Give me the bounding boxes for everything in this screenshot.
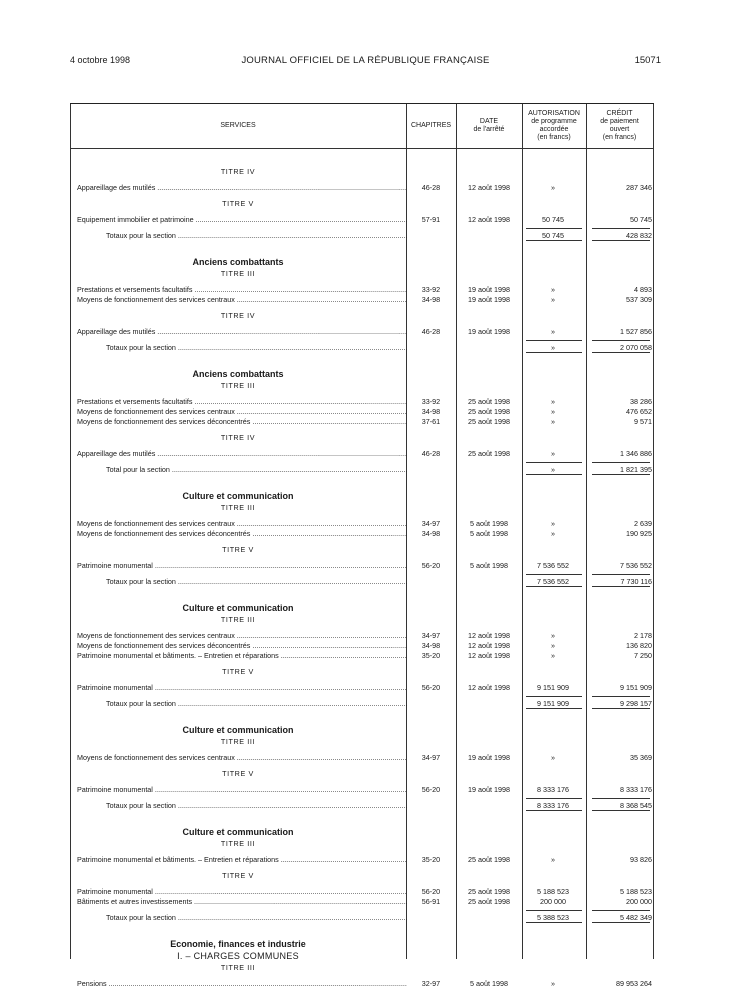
total-label: Total pour la section ..... (106, 464, 407, 475)
page-number: 15071 (634, 55, 661, 66)
column-header-autorisation: AUTORISATION de programme accordée (en francs) (528, 110, 580, 141)
row-chapitre: 56-20 (421, 683, 441, 692)
row-autorisation: » (551, 631, 555, 640)
row-autorisation: 50 745 (542, 215, 564, 224)
row-autorisation: » (551, 979, 555, 988)
row-date: 12 août 1998 (468, 631, 510, 640)
row-label: Equipement immobilier et patrimoine ..... (77, 214, 407, 225)
section-heading: Culture et communication (182, 827, 294, 837)
total-rule (526, 228, 582, 229)
table-row (70, 896, 654, 907)
total-label: Totaux pour la section ..... (106, 800, 407, 811)
row-chapitre: 34-98 (421, 295, 441, 304)
row-credit: 1 527 856 (620, 327, 652, 336)
total-rule (526, 922, 582, 923)
row-date: 5 août 1998 (470, 519, 508, 528)
row-credit: 7 536 552 (620, 561, 652, 570)
row-label: Bâtiments et autres investissements ..... (77, 896, 407, 907)
total-rule (592, 228, 650, 229)
row-autorisation: » (551, 855, 555, 864)
row-label: Prestations et versements facultatifs ..... (77, 396, 407, 407)
row-date: 12 août 1998 (468, 651, 510, 660)
total-rule (526, 462, 582, 463)
row-chapitre: 35-20 (421, 651, 441, 660)
header-date: 4 octobre 1998 (70, 55, 131, 65)
row-date: 5 août 1998 (470, 529, 508, 538)
total-rule (526, 708, 582, 709)
row-label: Moyens de fonctionnement des services centraux ..... (77, 294, 407, 305)
table-row (70, 448, 654, 459)
row-credit: 38 286 (630, 397, 652, 406)
row-chapitre: 34-98 (421, 529, 441, 538)
row-credit: 7 250 (634, 651, 652, 660)
row-autorisation: » (551, 449, 555, 458)
row-autorisation: » (551, 753, 555, 762)
titre-heading: TITRE IV (220, 433, 256, 442)
row-autorisation: » (551, 407, 555, 416)
row-chapitre: 56-91 (421, 897, 441, 906)
total-label: Totaux pour la section ..... (106, 912, 407, 923)
row-label: Moyens de fonctionnement des services déconcentrés ..... (77, 416, 407, 427)
row-autorisation: » (551, 417, 555, 426)
row-date: 25 août 1998 (468, 397, 510, 406)
total-credit: 1 821 395 (620, 465, 652, 474)
budget-table (70, 103, 654, 988)
row-autorisation: » (551, 295, 555, 304)
row-date: 19 août 1998 (468, 327, 510, 336)
section-heading: Culture et communication (182, 491, 294, 501)
row-autorisation: » (551, 529, 555, 538)
column-header-chapitres: CHAPITRES (410, 122, 452, 129)
row-credit: 93 826 (630, 855, 652, 864)
row-credit: 8 333 176 (620, 785, 652, 794)
total-rule (592, 922, 650, 923)
total-autorisation: » (551, 343, 555, 352)
total-autorisation: 5 388 523 (537, 913, 569, 922)
row-chapitre: 56-20 (421, 785, 441, 794)
titre-heading: TITRE III (220, 615, 256, 624)
journal-title: JOURNAL OFFICIEL DE LA RÉPUBLIQUE FRANÇAISE (241, 55, 490, 66)
row-chapitre: 33-92 (421, 285, 441, 294)
total-rule (526, 352, 582, 353)
row-label: Moyens de fonctionnement des services déconcentrés ..... (77, 528, 407, 539)
row-credit: 89 953 264 (616, 979, 652, 988)
row-date: 5 août 1998 (470, 979, 508, 988)
total-label: Totaux pour la section ..... (106, 698, 407, 709)
titre-heading: TITRE V (222, 769, 254, 778)
table-row (70, 560, 654, 571)
row-chapitre: 34-98 (421, 641, 441, 650)
titre-heading: TITRE IV (220, 311, 256, 320)
total-rule (526, 574, 582, 575)
row-chapitre: 46-28 (421, 449, 441, 458)
total-rule (592, 696, 650, 697)
titre-heading: TITRE V (222, 667, 254, 676)
table-row (70, 752, 654, 763)
total-label: Totaux pour la section ..... (106, 576, 407, 587)
row-autorisation: » (551, 327, 555, 336)
row-label: Patrimoine monumental et bâtiments. – Entretien et réparations ..... (77, 854, 407, 865)
row-date: 25 août 1998 (468, 855, 510, 864)
row-date: 12 août 1998 (468, 683, 510, 692)
row-credit: 2 639 (634, 519, 652, 528)
total-credit: 9 298 157 (620, 699, 652, 708)
row-label: Appareillage des mutilés ..... (77, 448, 407, 459)
row-chapitre: 35-20 (421, 855, 441, 864)
row-autorisation: 7 536 552 (537, 561, 569, 570)
row-credit: 476 652 (626, 407, 652, 416)
total-label: Totaux pour la section ..... (106, 342, 407, 353)
total-autorisation: » (551, 465, 555, 474)
total-rule (592, 352, 650, 353)
row-autorisation: » (551, 519, 555, 528)
section-heading: Anciens combattants (192, 369, 284, 379)
column-header-date: DATE de l'arrêté (473, 118, 505, 133)
total-credit: 2 070 058 (620, 343, 652, 352)
subsection-heading: I. – CHARGES COMMUNES (177, 951, 299, 961)
titre-heading: TITRE V (222, 545, 254, 554)
row-credit: 2 178 (634, 631, 652, 640)
table-row (70, 650, 654, 661)
row-chapitre: 34-97 (421, 631, 441, 640)
row-autorisation: 9 151 909 (537, 683, 569, 692)
row-chapitre: 33-92 (421, 397, 441, 406)
titre-heading: TITRE IV (220, 167, 256, 176)
total-rule (592, 240, 650, 241)
table-row (70, 214, 654, 225)
table-row (70, 326, 654, 337)
total-rule (526, 798, 582, 799)
row-label: Moyens de fonctionnement des services déconcentrés ..... (77, 640, 407, 651)
row-label: Patrimoine monumental ..... (77, 560, 407, 571)
row-date: 19 août 1998 (468, 295, 510, 304)
row-date: 25 août 1998 (468, 417, 510, 426)
row-credit: 190 925 (626, 529, 652, 538)
row-label: Appareillage des mutilés ..... (77, 326, 407, 337)
column-header-credit: CRÉDIT de paiement ouvert (en francs) (600, 110, 639, 141)
row-date: 19 août 1998 (468, 785, 510, 794)
table-row (70, 854, 654, 865)
total-rule (526, 474, 582, 475)
total-rule (592, 340, 650, 341)
row-chapitre: 34-98 (421, 407, 441, 416)
total-rule (526, 696, 582, 697)
table-row (70, 416, 654, 427)
row-chapitre: 46-28 (421, 183, 441, 192)
total-rule (526, 340, 582, 341)
row-credit: 9 571 (634, 417, 652, 426)
row-date: 25 août 1998 (468, 407, 510, 416)
row-label: Moyens de fonctionnement des services centraux ..... (77, 630, 407, 641)
total-credit: 7 730 116 (620, 577, 652, 586)
total-rule (592, 708, 650, 709)
table-row (70, 682, 654, 693)
row-label: Patrimoine monumental et bâtiments. – Entretien et réparations ..... (77, 650, 407, 661)
table-row (70, 182, 654, 193)
row-credit: 537 309 (626, 295, 652, 304)
total-rule (526, 910, 582, 911)
row-autorisation: » (551, 641, 555, 650)
table-row (70, 978, 654, 989)
row-label: Moyens de fonctionnement des services centraux ..... (77, 518, 407, 529)
row-autorisation: 8 333 176 (537, 785, 569, 794)
row-credit: 1 346 886 (620, 449, 652, 458)
row-chapitre: 34-97 (421, 519, 441, 528)
total-rule (592, 810, 650, 811)
row-date: 25 août 1998 (468, 887, 510, 896)
total-rule (526, 586, 582, 587)
total-rule (592, 910, 650, 911)
table-row (70, 528, 654, 539)
row-chapitre: 32-97 (421, 979, 441, 988)
row-date: 12 août 1998 (468, 215, 510, 224)
row-label: Prestations et versements facultatifs ..... (77, 284, 407, 295)
total-label: Totaux pour la section ..... (106, 230, 407, 241)
total-rule (526, 810, 582, 811)
section-heading: Culture et communication (182, 603, 294, 613)
table-row (70, 294, 654, 305)
row-autorisation: 5 188 523 (537, 887, 569, 896)
total-autorisation: 8 333 176 (537, 801, 569, 810)
row-date: 19 août 1998 (468, 285, 510, 294)
row-date: 25 août 1998 (468, 897, 510, 906)
row-date: 12 août 1998 (468, 641, 510, 650)
section-heading: Anciens combattants (192, 257, 284, 267)
row-credit: 9 151 909 (620, 683, 652, 692)
row-label: Patrimoine monumental ..... (77, 784, 407, 795)
row-date: 12 août 1998 (468, 183, 510, 192)
section-heading: Culture et communication (182, 725, 294, 735)
row-chapitre: 56-20 (421, 887, 441, 896)
titre-heading: TITRE III (220, 963, 256, 972)
total-rule (526, 240, 582, 241)
total-rule (592, 798, 650, 799)
row-chapitre: 57-91 (421, 215, 441, 224)
row-autorisation: 200 000 (540, 897, 566, 906)
table-row (70, 784, 654, 795)
titre-heading: TITRE V (222, 871, 254, 880)
row-credit: 136 820 (626, 641, 652, 650)
row-credit: 5 188 523 (620, 887, 652, 896)
row-autorisation: » (551, 285, 555, 294)
total-credit: 5 482 349 (620, 913, 652, 922)
total-rule (592, 574, 650, 575)
row-chapitre: 34-97 (421, 753, 441, 762)
row-credit: 50 745 (630, 215, 652, 224)
total-rule (592, 586, 650, 587)
row-autorisation: » (551, 183, 555, 192)
row-label: Patrimoine monumental ..... (77, 886, 407, 897)
titre-heading: TITRE III (220, 381, 256, 390)
titre-heading: TITRE III (220, 503, 256, 512)
row-credit: 4 893 (634, 285, 652, 294)
total-rule (592, 474, 650, 475)
row-credit: 35 369 (630, 753, 652, 762)
row-credit: 287 346 (626, 183, 652, 192)
row-autorisation: » (551, 397, 555, 406)
total-credit: 428 832 (626, 231, 652, 240)
total-autorisation: 9 151 909 (537, 699, 569, 708)
row-chapitre: 37-61 (421, 417, 441, 426)
row-label: Patrimoine monumental ..... (77, 682, 407, 693)
row-autorisation: » (551, 651, 555, 660)
row-chapitre: 56-20 (421, 561, 441, 570)
row-chapitre: 46-28 (421, 327, 441, 336)
section-heading: Economie, finances et industrie (170, 939, 306, 949)
titre-heading: TITRE III (220, 839, 256, 848)
titre-heading: TITRE V (222, 199, 254, 208)
row-date: 5 août 1998 (470, 561, 508, 570)
row-label: Moyens de fonctionnement des services centraux ..... (77, 752, 407, 763)
total-credit: 8 368 545 (620, 801, 652, 810)
row-date: 19 août 1998 (468, 753, 510, 762)
row-label: Moyens de fonctionnement des services centraux ..... (77, 406, 407, 417)
header-rule (70, 148, 654, 149)
total-rule (592, 462, 650, 463)
row-credit: 200 000 (626, 897, 652, 906)
row-label: Appareillage des mutilés ..... (77, 182, 407, 193)
titre-heading: TITRE III (220, 737, 256, 746)
total-autorisation: 7 536 552 (537, 577, 569, 586)
row-label: Pensions ..... (77, 978, 407, 989)
column-header-services: SERVICES (220, 122, 256, 129)
titre-heading: TITRE III (220, 269, 256, 278)
row-date: 25 août 1998 (468, 449, 510, 458)
total-autorisation: 50 745 (542, 231, 564, 240)
